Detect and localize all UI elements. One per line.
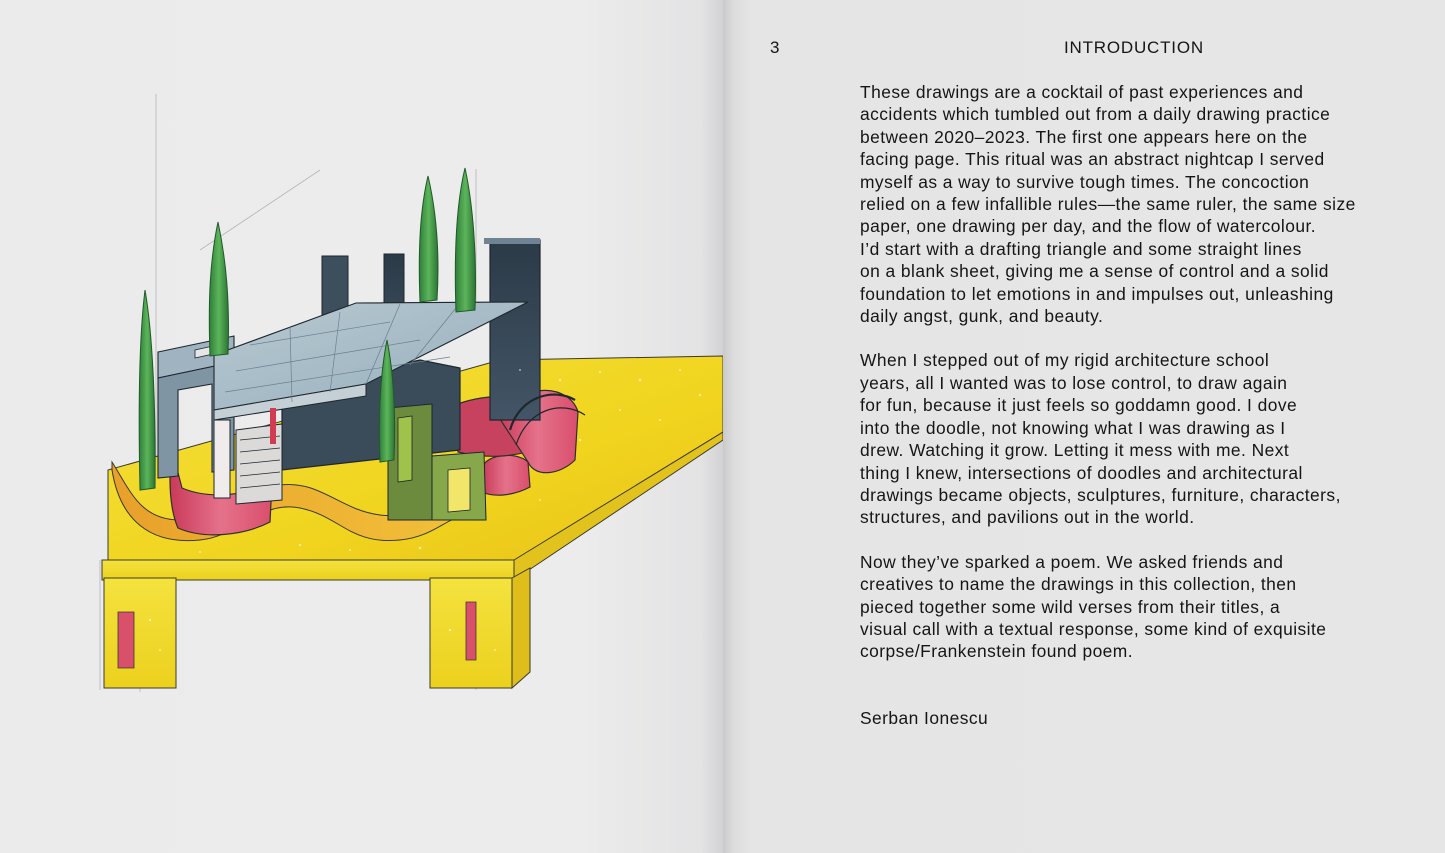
text-line: corpse/Frankenstein found poem.	[860, 641, 1134, 662]
text-line: on a blank sheet, giving me a sense of control and a solid	[860, 261, 1329, 282]
text-line: drawings became objects, sculptures, furniture, characters,	[860, 484, 1341, 505]
text-line: for fun, because it just feels so goddamn good. I dove	[860, 395, 1298, 416]
text-line: foundation to let emotions in and impulses out, unleashing	[860, 283, 1334, 304]
text-line: facing page. This ritual was an abstract nightcap I served	[860, 149, 1325, 170]
text-line: structures, and pavilions out in the world.	[860, 507, 1195, 528]
text-line: accidents which tumbled out from a daily drawing practice	[860, 104, 1331, 125]
text-line: drew. Watching it grow. Letting it mess with me. Next	[860, 440, 1290, 461]
text-line: between 2020–2023. The first one appears here on the	[860, 126, 1308, 147]
introduction-body	[860, 81, 1430, 685]
text-line: myself as a way to survive tough times. The concoction	[860, 171, 1310, 192]
text-line: thing I knew, intersections of doodles and architectural	[860, 462, 1303, 483]
text-line: daily angst, gunk, and beauty.	[860, 306, 1104, 327]
text-line: I’d start with a drafting triangle and some straight lines	[860, 238, 1302, 259]
text-line: relied on a few infallible rules—the same ruler, the same size	[860, 194, 1356, 215]
author-signature: Serban Ionescu	[860, 708, 989, 728]
text-line: visual call with a textual response, some kind of exquisite	[860, 618, 1327, 639]
page-number: 3	[770, 38, 780, 57]
text-line: years, all I wanted was to lose control, to draw again	[860, 372, 1288, 393]
paragraph	[860, 81, 1430, 327]
text-line: These drawings are a cocktail of past experiences and	[860, 82, 1304, 102]
paragraph	[860, 349, 1430, 528]
text-line: pieced together some wild verses from their titles, a	[860, 596, 1281, 617]
text-line: creatives to name the drawings in this collection, then	[860, 574, 1297, 595]
page-heading: INTRODUCTION	[1064, 38, 1204, 57]
text-line: When I stepped out of my rigid architecture school	[860, 350, 1270, 371]
paragraph	[860, 551, 1430, 663]
text-line: Now they’ve sparked a poem. We asked friends and	[860, 551, 1284, 572]
text-line: paper, one drawing per day, and the flow of watercolour.	[860, 216, 1317, 237]
text-line: into the doodle, not knowing what I was drawing as I	[860, 417, 1286, 438]
